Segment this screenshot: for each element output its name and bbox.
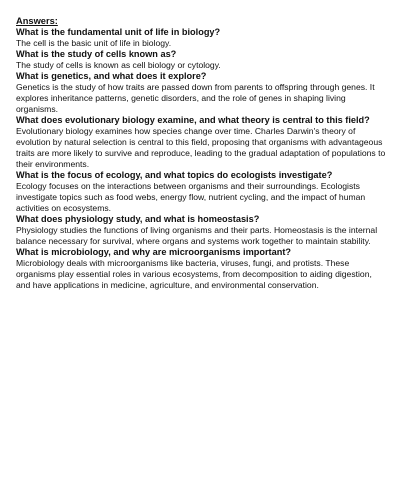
qa-item-cell-study — [16, 49, 388, 71]
question-text: What is the fundamental unit of life in biology? — [16, 27, 221, 37]
question-text: What does physiology study, and what is homeostasis? — [16, 214, 260, 224]
answers-heading: Answers: — [16, 16, 58, 26]
qa-item-genetics — [16, 71, 388, 115]
qa-item-microbiology — [16, 247, 388, 291]
answer-text: Genetics is the study of how traits are passed down from parents to offspring through genes. It explores inheritance patterns, genetic disorders, and the role of genes in shaping living organisms. — [16, 82, 375, 114]
qa-item-physiology — [16, 214, 388, 247]
answer-text: Evolutionary biology examines how species change over time. Charles Darwin's theory of evolution by natural selection is central to this field, proposing that organisms with advantageous traits are more likely to survive and reproduce, leading to the gradual adaptation of populations to their environments. — [16, 126, 386, 169]
question-text: What does evolutionary biology examine, and what theory is central to this field? — [16, 115, 370, 125]
answer-text: The study of cells is known as cell biology or cytology. — [16, 60, 221, 70]
qa-item-ecology — [16, 170, 388, 214]
question-text: What is genetics, and what does it explore? — [16, 71, 207, 81]
answer-text: Physiology studies the functions of living organisms and their parts. Homeostasis is the internal balance necessary for survival, where organs and systems work together to maintain stability. — [16, 225, 378, 246]
qa-item-evolution — [16, 115, 388, 170]
answer-text: The cell is the basic unit of life in biology. — [16, 38, 172, 48]
question-text: What is the study of cells known as? — [16, 49, 177, 59]
question-text: What is microbiology, and why are microorganisms important? — [16, 247, 291, 257]
answer-text: Microbiology deals with microorganisms like bacteria, viruses, fungi, and protists. These organisms play essential roles in various ecosystems, from decomposition to aiding digestion, and have applications in medicine, agriculture, and environmental conservation. — [16, 258, 372, 290]
answer-text: Ecology focuses on the interactions between organisms and their surroundings. Ecologists investigate topics such as food webs, energy flow, nutrient cycling, and the impact of human activities on ecosystems. — [16, 181, 366, 213]
qa-item-cell-unit — [16, 27, 388, 49]
question-text: What is the focus of ecology, and what topics do ecologists investigate? — [16, 170, 333, 180]
document-page — [16, 16, 388, 291]
